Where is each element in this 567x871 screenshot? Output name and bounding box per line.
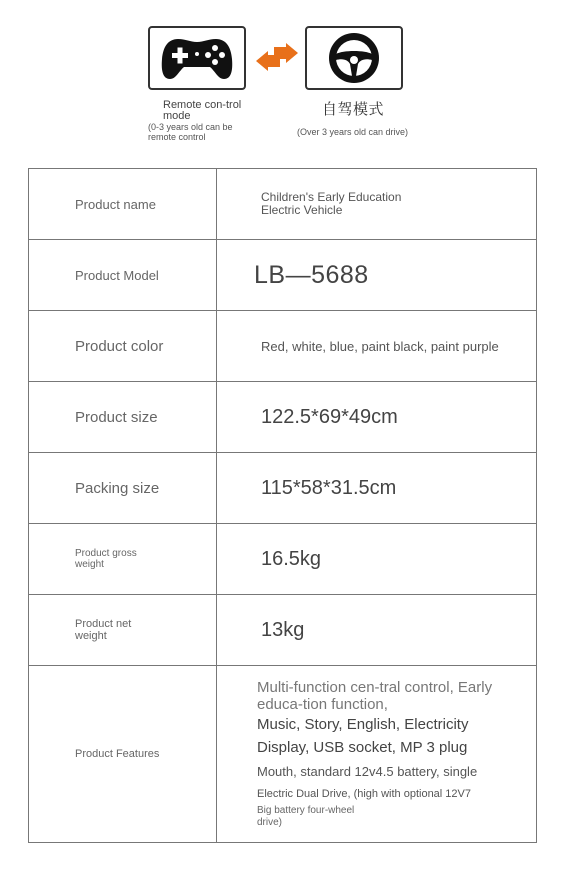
feature-line: Mouth, standard 12v4.5 battery, single bbox=[257, 764, 478, 779]
gamepad-icon bbox=[160, 33, 234, 83]
drive-mode-title: 自驾模式 bbox=[322, 101, 385, 118]
swap-arrows-icon bbox=[254, 42, 300, 72]
product-name-text: Children's Early Education Electric Vehicle bbox=[261, 190, 402, 217]
features-text bbox=[257, 679, 536, 829]
spec-value-size: 122.5*69*49cm bbox=[217, 382, 537, 453]
table-row bbox=[29, 524, 537, 595]
spec-label-gross bbox=[29, 524, 217, 595]
spec-table bbox=[28, 168, 537, 843]
remote-mode-box bbox=[148, 26, 246, 90]
feature-line: Display, USB socket, MP 3 plug bbox=[257, 739, 468, 756]
spec-label-name: Product name bbox=[29, 169, 217, 240]
spec-value-packing: 115*58*31.5cm bbox=[217, 453, 537, 524]
table-row bbox=[29, 382, 537, 453]
spec-label-net bbox=[29, 595, 217, 666]
table-row bbox=[29, 311, 537, 382]
spec-label-model: Product Model bbox=[29, 240, 217, 311]
drive-mode-subtitle: (Over 3 years old can drive) bbox=[297, 127, 409, 137]
spec-value-model: LB—5688 bbox=[217, 240, 537, 311]
feature-line: Multi-function cen-tral control, Early educa-tion function, bbox=[257, 679, 493, 713]
table-row bbox=[29, 666, 537, 843]
table-row bbox=[29, 240, 537, 311]
remote-mode-title: Remote con-trol mode bbox=[163, 99, 242, 122]
table-row bbox=[29, 595, 537, 666]
remote-mode-subtitle: (0-3 years old can be remote control bbox=[148, 122, 233, 142]
spec-value-name bbox=[217, 169, 537, 240]
drive-mode-box bbox=[305, 26, 403, 90]
net-weight-label: Product net weight bbox=[75, 618, 132, 642]
gross-weight-label: Product gross weight bbox=[75, 548, 137, 570]
spec-label-color: Product color bbox=[29, 311, 217, 382]
steering-wheel-icon bbox=[323, 30, 385, 86]
feature-line: Electric Dual Drive, (high with optional 12V7 bbox=[257, 788, 471, 800]
spec-label-size: Product size bbox=[29, 382, 217, 453]
spec-label-features: Product Features bbox=[29, 666, 217, 843]
spec-value-net: 13kg bbox=[217, 595, 537, 666]
feature-line: Music, Story, English, Electricity bbox=[257, 716, 469, 733]
spec-value-gross: 16.5kg bbox=[217, 524, 537, 595]
table-row bbox=[29, 453, 537, 524]
spec-value-features bbox=[217, 666, 537, 843]
table-row bbox=[29, 169, 537, 240]
spec-value-color: Red, white, blue, paint black, paint purple bbox=[217, 311, 537, 382]
feature-line: Big battery four-wheel drive) bbox=[257, 805, 355, 828]
spec-label-packing: Packing size bbox=[29, 453, 217, 524]
